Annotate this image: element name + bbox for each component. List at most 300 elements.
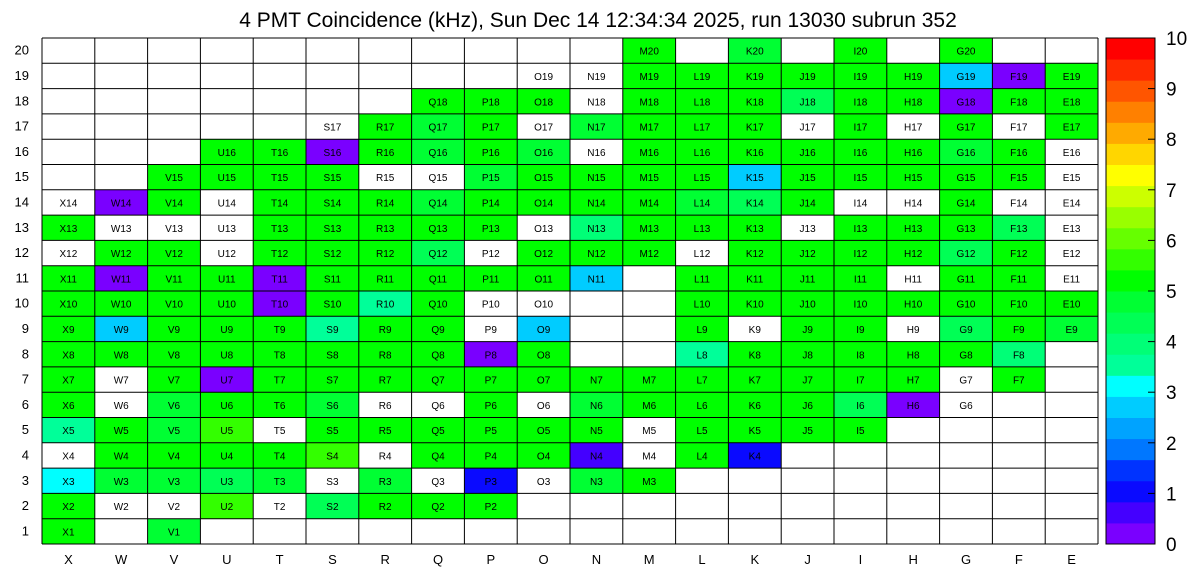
cell-label: R16 xyxy=(376,147,395,159)
cell-label: O18 xyxy=(534,97,554,109)
cell-label: U7 xyxy=(220,375,234,387)
cell-label: L6 xyxy=(696,400,708,412)
y-tick-label: 3 xyxy=(21,472,29,488)
heatmap-cell xyxy=(570,519,623,544)
heatmap-cell xyxy=(992,38,1045,63)
heatmap-cell xyxy=(623,316,676,341)
cell-label: R17 xyxy=(376,122,395,134)
cell-label: U10 xyxy=(217,299,236,311)
heatmap-cell xyxy=(623,493,676,518)
cell-label: V7 xyxy=(167,375,181,387)
cell-label: O10 xyxy=(534,299,554,311)
heatmap-cell xyxy=(1045,342,1098,367)
colorbar-swatch xyxy=(1106,375,1155,397)
cell-label: X12 xyxy=(59,249,78,261)
heatmap-cell xyxy=(940,468,993,493)
cell-label: M15 xyxy=(639,173,659,185)
heatmap-cell xyxy=(570,38,623,63)
cell-label: T9 xyxy=(273,324,286,336)
cell-label: X3 xyxy=(62,476,75,488)
heatmap-cell xyxy=(992,468,1045,493)
cell-label: R10 xyxy=(376,299,395,311)
heatmap-cell xyxy=(200,63,253,88)
heatmap-cell xyxy=(517,519,570,544)
cell-label: Q8 xyxy=(431,350,445,362)
heatmap-cell xyxy=(728,519,781,544)
x-tick-label: U xyxy=(222,552,232,567)
cell-label: X4 xyxy=(62,451,75,463)
cell-label: P7 xyxy=(484,375,497,387)
cell-label: T3 xyxy=(273,476,286,488)
heatmap-cell xyxy=(1045,367,1098,392)
x-tick-label: L xyxy=(698,552,706,567)
cell-label: F16 xyxy=(1010,147,1028,159)
cell-label: O16 xyxy=(534,147,554,159)
cell-label: W5 xyxy=(113,426,129,438)
cell-label: T10 xyxy=(270,299,289,311)
cell-label: N5 xyxy=(590,426,603,438)
cell-label: S4 xyxy=(326,451,339,463)
x-tick-label: J xyxy=(804,552,811,567)
cell-label: J17 xyxy=(799,122,816,134)
cell-label: V6 xyxy=(167,400,181,412)
heatmap-cell xyxy=(253,63,306,88)
heatmap-cell xyxy=(464,519,517,544)
cell-label: E11 xyxy=(1063,274,1081,286)
cell-label: L7 xyxy=(696,375,708,387)
cell-label: G12 xyxy=(956,249,976,261)
colorbar-swatch xyxy=(1106,270,1155,292)
cell-label: O12 xyxy=(534,249,554,261)
heatmap-cell xyxy=(95,89,148,114)
heatmap-cell xyxy=(517,493,570,518)
cell-label: R8 xyxy=(378,350,392,362)
cell-label: R9 xyxy=(378,324,392,336)
cell-label: F7 xyxy=(1012,375,1025,387)
cell-label: J19 xyxy=(799,71,816,83)
heatmap-cell xyxy=(992,493,1045,518)
cell-label: L12 xyxy=(693,249,711,261)
y-tick-label: 9 xyxy=(21,320,29,336)
colorbar-swatch xyxy=(1106,143,1155,165)
y-axis xyxy=(15,43,29,539)
cell-label: I20 xyxy=(853,46,868,58)
colorbar-swatch xyxy=(1106,333,1155,355)
heatmap-cell xyxy=(623,291,676,316)
cell-label: O6 xyxy=(536,400,551,412)
cell-label: U11 xyxy=(217,274,236,286)
heatmap-cell xyxy=(781,519,834,544)
y-tick-label: 2 xyxy=(21,498,29,514)
cell-label: H15 xyxy=(904,173,923,185)
heatmap-cell xyxy=(412,63,465,88)
heatmap-cell xyxy=(200,89,253,114)
cell-label: Q17 xyxy=(428,122,448,134)
cell-label: F11 xyxy=(1010,274,1028,286)
cell-label: T14 xyxy=(270,198,289,210)
cell-label: O19 xyxy=(534,71,554,83)
heatmap-cell xyxy=(992,443,1045,468)
heatmap-cell xyxy=(95,38,148,63)
y-tick-label: 18 xyxy=(14,93,29,109)
cell-label: V10 xyxy=(165,299,183,311)
x-tick-label: F xyxy=(1014,552,1023,567)
cell-label: T7 xyxy=(273,375,286,387)
cell-label: K20 xyxy=(745,46,764,58)
cell-label: G13 xyxy=(956,223,976,235)
cell-label: G15 xyxy=(956,173,976,185)
x-tick-label: R xyxy=(380,552,390,567)
cell-label: Q13 xyxy=(428,223,448,235)
cell-label: J13 xyxy=(799,223,816,235)
colorbar-swatch xyxy=(1106,439,1155,461)
cell-label: R13 xyxy=(376,223,395,235)
cell-label: T8 xyxy=(273,350,286,362)
cell-label: K10 xyxy=(745,299,764,311)
heatmap-cell xyxy=(887,418,940,443)
cell-label: N12 xyxy=(587,249,606,261)
y-tick-label: 17 xyxy=(14,118,29,134)
heatmap-cell xyxy=(940,519,993,544)
cell-label: P9 xyxy=(484,324,497,336)
cell-label: R14 xyxy=(376,198,395,210)
cell-label: J5 xyxy=(802,426,813,438)
y-tick-label: 16 xyxy=(14,143,29,159)
heatmap-cell xyxy=(359,89,412,114)
cell-label: L5 xyxy=(696,426,708,438)
cell-label: W8 xyxy=(113,350,129,362)
cell-label: M16 xyxy=(639,147,659,159)
cell-label: P3 xyxy=(484,476,497,488)
cell-label: O3 xyxy=(536,476,551,488)
cell-label: V1 xyxy=(167,527,181,539)
heatmap-cell xyxy=(834,493,887,518)
cell-label: W12 xyxy=(110,249,132,261)
heatmap-cell xyxy=(887,468,940,493)
y-tick-label: 5 xyxy=(21,422,29,438)
heatmap-cell xyxy=(887,519,940,544)
cell-label: G19 xyxy=(956,71,976,83)
cell-label: X5 xyxy=(62,426,75,438)
cell-label: R5 xyxy=(378,426,392,438)
colorbar-swatch xyxy=(1106,502,1155,524)
heatmap-cell xyxy=(781,493,834,518)
heatmap-cell xyxy=(1045,418,1098,443)
cell-label: Q16 xyxy=(428,147,448,159)
cell-label: E12 xyxy=(1062,249,1081,261)
cell-label: X8 xyxy=(62,350,75,362)
heatmap-cell xyxy=(359,519,412,544)
x-tick-label: O xyxy=(538,552,549,567)
heatmap-cell xyxy=(306,63,359,88)
heatmap-cell xyxy=(570,291,623,316)
heatmap-cell xyxy=(1045,443,1098,468)
cell-label: X6 xyxy=(62,400,75,412)
cell-label: F9 xyxy=(1012,324,1025,336)
cell-label: V15 xyxy=(165,173,183,185)
cell-label: F19 xyxy=(1010,71,1028,83)
colorbar-tick-label: 8 xyxy=(1166,130,1177,152)
cell-label: P13 xyxy=(481,223,500,235)
heatmap-cell xyxy=(728,493,781,518)
cell-label: T12 xyxy=(270,249,289,261)
cell-label: T11 xyxy=(271,274,288,286)
cell-label: V14 xyxy=(165,198,183,210)
colorbar-swatch xyxy=(1106,80,1155,102)
heatmap-cell xyxy=(42,165,95,190)
cell-label: O8 xyxy=(536,350,551,362)
cell-label: H8 xyxy=(906,350,920,362)
heatmap-cell xyxy=(992,418,1045,443)
heatmap-cell xyxy=(834,443,887,468)
cell-label: I10 xyxy=(853,299,868,311)
cell-label: H11 xyxy=(904,274,923,286)
cell-label: Q3 xyxy=(431,476,445,488)
heatmap-cell xyxy=(570,342,623,367)
cell-label: P11 xyxy=(482,274,500,286)
heatmap-cell xyxy=(676,519,729,544)
cell-label: K5 xyxy=(748,426,761,438)
y-tick-label: 1 xyxy=(21,523,29,539)
cell-label: N19 xyxy=(587,71,606,83)
heatmap-cell xyxy=(148,89,201,114)
cell-label: K12 xyxy=(745,249,764,261)
cell-label: F18 xyxy=(1010,97,1028,109)
heatmap-cell xyxy=(253,89,306,114)
y-tick-label: 14 xyxy=(14,194,29,210)
cell-label: T13 xyxy=(270,223,289,235)
heatmap-cell xyxy=(570,493,623,518)
heatmap-cell xyxy=(148,63,201,88)
cell-label: H6 xyxy=(906,400,920,412)
heatmap-cell xyxy=(1045,519,1098,544)
cell-label: P4 xyxy=(484,451,497,463)
cell-label: S10 xyxy=(323,299,342,311)
cell-label: I15 xyxy=(853,173,868,185)
cell-label: J7 xyxy=(802,375,813,387)
heatmap-cell xyxy=(464,63,517,88)
cell-label: I19 xyxy=(853,71,868,83)
x-tick-label: X xyxy=(64,552,73,567)
chart-title: 4 PMT Coincidence (kHz), Sun Dec 14 12:34:34 2025, run 13030 subrun 352 xyxy=(239,9,957,32)
cell-label: Q11 xyxy=(428,274,448,286)
cell-label: O11 xyxy=(534,274,553,286)
cell-label: I14 xyxy=(853,198,868,210)
cell-label: S11 xyxy=(323,274,341,286)
heatmap-cell xyxy=(253,38,306,63)
heatmap-cell xyxy=(253,114,306,139)
heatmap-cell xyxy=(676,493,729,518)
cell-label: L17 xyxy=(693,122,711,134)
cell-label: U8 xyxy=(220,350,234,362)
cell-label: R6 xyxy=(378,400,392,412)
colorbar-swatch xyxy=(1106,59,1155,81)
cell-label: O9 xyxy=(536,324,551,336)
cell-label: L16 xyxy=(693,147,711,159)
cell-label: K6 xyxy=(748,400,761,412)
cell-label: N18 xyxy=(587,97,606,109)
cell-label: X1 xyxy=(62,527,75,539)
heatmap-cell xyxy=(887,493,940,518)
cell-label: G16 xyxy=(956,147,976,159)
x-tick-label: P xyxy=(486,552,496,567)
cell-label: R2 xyxy=(378,502,392,514)
cell-label: Q15 xyxy=(428,173,448,185)
cell-label: W2 xyxy=(113,502,129,514)
cell-label: H7 xyxy=(906,375,920,387)
cell-label: T16 xyxy=(270,147,289,159)
x-tick-label: M xyxy=(643,552,655,567)
y-tick-label: 19 xyxy=(14,67,29,83)
cell-label: T6 xyxy=(273,400,286,412)
cell-label: P2 xyxy=(484,502,497,514)
cell-label: H12 xyxy=(904,249,923,261)
cell-label: J8 xyxy=(802,350,813,362)
cell-label: E13 xyxy=(1062,223,1081,235)
heatmap-cell xyxy=(517,38,570,63)
colorbar-swatch xyxy=(1106,122,1155,144)
cell-label: G9 xyxy=(959,324,973,336)
y-tick-label: 11 xyxy=(15,270,29,286)
cell-label: Q4 xyxy=(431,451,445,463)
cell-label: F17 xyxy=(1010,122,1028,134)
cell-label: J12 xyxy=(799,249,816,261)
cell-label: N11 xyxy=(587,274,606,286)
cell-label: R7 xyxy=(378,375,392,387)
cell-label: L8 xyxy=(696,350,708,362)
heatmap-cell xyxy=(834,468,887,493)
colorbar-swatch xyxy=(1106,418,1155,440)
cell-label: U9 xyxy=(220,324,234,336)
cell-label: U4 xyxy=(220,451,234,463)
cell-label: W10 xyxy=(110,299,132,311)
cell-label: N4 xyxy=(590,451,603,463)
heatmap-cell xyxy=(42,89,95,114)
colorbar-swatch xyxy=(1106,207,1155,229)
x-tick-label: Q xyxy=(432,552,444,567)
cell-label: P6 xyxy=(484,400,497,412)
x-tick-label: G xyxy=(960,552,972,567)
cell-label: K11 xyxy=(746,274,764,286)
cell-label: E15 xyxy=(1062,173,1081,185)
cell-label: X10 xyxy=(59,299,78,311)
cell-label: I18 xyxy=(853,97,868,109)
colorbar-swatch xyxy=(1106,312,1155,334)
y-tick-label: 8 xyxy=(21,346,29,362)
heatmap-cell xyxy=(148,38,201,63)
cell-label: Q12 xyxy=(428,249,448,261)
cell-label: N6 xyxy=(590,400,603,412)
heatmap-cell xyxy=(200,519,253,544)
cell-label: W11 xyxy=(111,274,132,286)
heatmap-cell xyxy=(42,63,95,88)
cell-label: H14 xyxy=(904,198,923,210)
cell-label: R12 xyxy=(376,249,395,261)
cell-label: M13 xyxy=(639,223,659,235)
cell-label: H18 xyxy=(904,97,923,109)
colorbar-tick-label: 0 xyxy=(1166,535,1177,556)
cell-label: O15 xyxy=(534,173,554,185)
colorbar-swatch xyxy=(1106,249,1155,271)
cell-label: T4 xyxy=(273,451,286,463)
heatmap-cell xyxy=(95,114,148,139)
colorbar-swatch xyxy=(1106,228,1155,250)
heatmap-cell xyxy=(623,519,676,544)
cell-label: G17 xyxy=(956,122,976,134)
heatmap-cell xyxy=(306,519,359,544)
cell-label: T2 xyxy=(273,502,286,514)
cell-label: H16 xyxy=(904,147,923,159)
cell-label: K9 xyxy=(748,324,761,336)
cell-label: S13 xyxy=(323,223,342,235)
cell-label: X14 xyxy=(59,198,78,210)
cell-label: N14 xyxy=(587,198,606,210)
y-tick-label: 10 xyxy=(14,295,29,311)
heatmap-cell xyxy=(306,89,359,114)
cell-label: I9 xyxy=(856,324,865,336)
colorbar-swatch xyxy=(1106,101,1155,123)
cell-label: U6 xyxy=(220,400,234,412)
cell-label: Q10 xyxy=(428,299,448,311)
cell-label: I12 xyxy=(853,249,868,261)
cell-label: G8 xyxy=(959,350,973,362)
cell-label: Q6 xyxy=(431,400,445,412)
y-tick-label: 4 xyxy=(21,447,29,463)
colorbar-swatch xyxy=(1106,165,1155,187)
cell-label: F13 xyxy=(1010,223,1028,235)
cell-label: T5 xyxy=(273,426,286,438)
heatmap-cell xyxy=(676,38,729,63)
cell-label: W9 xyxy=(113,324,129,336)
x-tick-label: S xyxy=(328,552,337,567)
cell-label: N16 xyxy=(587,147,606,159)
cell-label: M7 xyxy=(642,375,657,387)
heatmap-cell xyxy=(200,114,253,139)
cell-label: K13 xyxy=(745,223,764,235)
x-tick-label: I xyxy=(858,552,863,567)
heatmap-cell xyxy=(95,139,148,164)
cell-label: K18 xyxy=(745,97,764,109)
cell-label: W7 xyxy=(113,375,129,387)
cell-label: W4 xyxy=(113,451,129,463)
cell-label: P15 xyxy=(481,173,500,185)
heatmap-cell xyxy=(200,38,253,63)
cell-label: J10 xyxy=(799,299,816,311)
cell-label: X13 xyxy=(59,223,78,235)
cell-label: G14 xyxy=(956,198,976,210)
cell-label: V4 xyxy=(167,451,181,463)
cell-label: F10 xyxy=(1010,299,1028,311)
heatmap-cell xyxy=(95,63,148,88)
heatmap-cell xyxy=(42,38,95,63)
cell-label: J16 xyxy=(799,147,816,159)
x-tick-label: H xyxy=(908,552,918,567)
cell-label: R4 xyxy=(378,451,392,463)
cell-label: Q7 xyxy=(431,375,445,387)
cell-label: N13 xyxy=(587,223,606,235)
cell-label: I17 xyxy=(853,122,868,134)
cell-label: N15 xyxy=(587,173,606,185)
cell-label: S14 xyxy=(323,198,342,210)
cell-label: V13 xyxy=(165,223,183,235)
heatmap-cell xyxy=(253,519,306,544)
cell-label: L4 xyxy=(696,451,708,463)
cell-label: S17 xyxy=(323,122,342,134)
y-tick-label: 13 xyxy=(14,219,29,235)
heatmap-cell xyxy=(940,493,993,518)
cell-label: X11 xyxy=(59,274,77,286)
heatmap-cell xyxy=(42,139,95,164)
